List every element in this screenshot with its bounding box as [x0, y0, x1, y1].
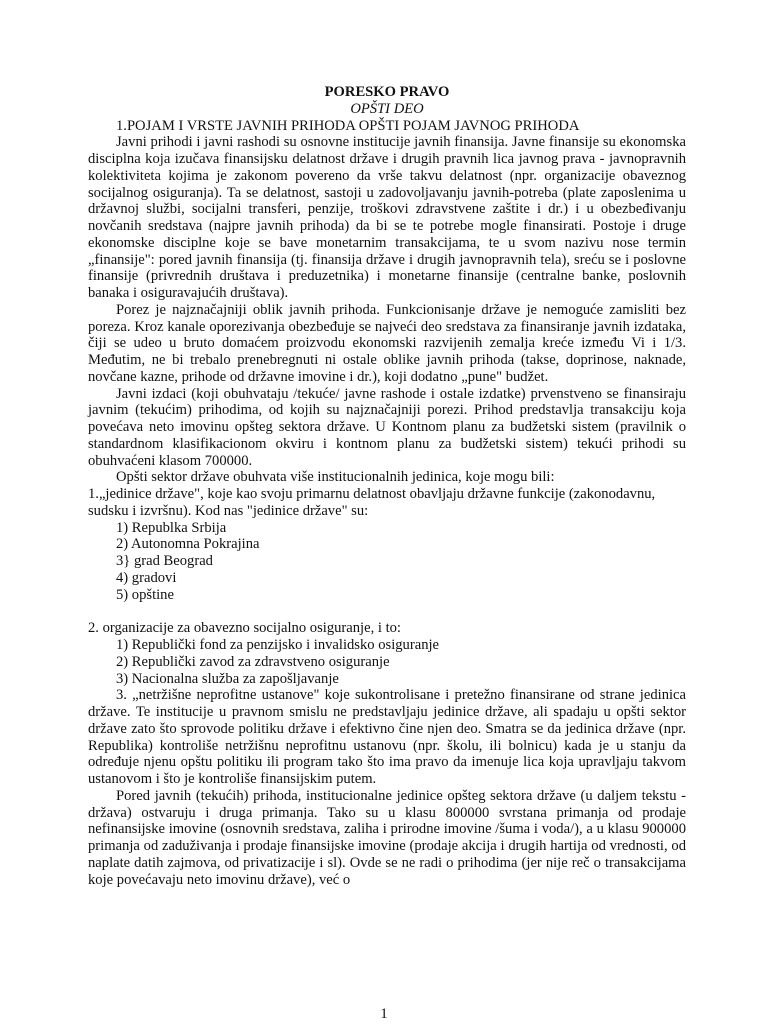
blank-line	[88, 603, 686, 620]
list-jedinice-drzave	[88, 520, 686, 604]
list-item: 1) Republka Srbija	[116, 519, 227, 536]
document-subtitle: OPŠTI DEO	[350, 100, 424, 117]
list-item: 3} grad Beograd	[116, 553, 213, 569]
paragraph-druga-primanja: Pored javnih (tekućih) prihoda, institucionalne jedinice opšteg sektora države (u daljem tekstu - država) ostvaruju i druga primanja. Tako su u klasu 800000 svrstana primanja od prodaje nefinansijske imovine (osnovnih sredstava, zaliha i prirodne imovine /šuma i voda/), a u klasu 900000 primanja od zaduživanja i prodaje finansijske imovine (prodaje akcija i drugih hartija od vrednosti, od naplate datih zajmova, od privatizacije i sl). Ovde se ne radi o prihodima (jer nije reč o transakcijama koje povećavaju neto imovinu države), već o	[88, 787, 686, 888]
paragraph-javne-finansije: Javni prihodi i javni rashodi su osnovne institucije javnih finansija. Javne finansije su ekonomska disciplna koja izučava finansijsku delatnost države i drugih pravnih lica javnog prava - javnopravnih kolektiviteta kojima je zakonom povereno da vrše takvu delatnost (npr. organizacije obaveznog socijalnog osiguranja). Ta se delatnost, sastoji u zadovoljavanju javnih-potreba (plate zaposlenima u državnoj službi, socijalni transferi, penzije, troškovi zdravstvene zaštite i dr.) i u obezbeđivanju novčanih sredstava (najpre javnih prihoda) da bi se te potrebe mogle finansirati. Postoje i druge ekonomske disciplne koje se bave monetarnim transakcijama, te u svom nazivu nose termin „finansije": pored javnih finansija (tj. finansija države i drugih javnopravnih tela), sreću se i poslovne finansije (privrednih društava i preduzetnika) i monetarne finansije (centralne banke, poslovnih banaka i osiguravajućih društava).	[88, 134, 686, 301]
list-item: 5) opštine	[116, 586, 174, 603]
paragraph-socijalno-osiguranje: 2. organizacije za obavezno socijalno osiguranje, i to:	[88, 620, 401, 637]
list-item: 2) Republički zavod za zdravstveno osiguranje	[116, 653, 390, 670]
page-number: 1	[380, 1006, 388, 1022]
list-socijalno-osiguranje	[88, 637, 686, 687]
paragraph-javni-izdaci: Javni izdaci (koji obuhvataju /tekuće/ javne rashode i ostale izdatke) prvenstveno se finansiraju javnim (tekućim) prihodima, od kojih su najznačajniji porezi. Prihod predstavlja transakciju koja povećava neto imovinu opšteg sektora države. U Kontnom planu za budžetski sistem (pravilnik o standardnom klasifikacionom okviru i kontnom planu za budžetski sistem) tekući prihodi su obuhvaćeni klasom 700000.	[88, 385, 686, 469]
document-page	[88, 84, 686, 888]
list-item: 2) Autonomna Pokrajina	[116, 536, 260, 553]
document-title: PORESKO PRAVO	[324, 84, 450, 100]
list-item: 3) Nacionalna služba za zapošljavanje	[116, 670, 339, 687]
paragraph-porez: Porez je najznačajniji oblik javnih prihoda. Funkcionisanje države je nemoguće zamisliti bez poreza. Kroz kanale oporezivanja obezbeđuje se najveći deo sredstava za finansiranje javnih izdataka, čiji se udeo u bruto domaćem proizvodu ekonomski razvijenih zemalja kreće između Vi i 1/3. Međutim, ne bi trebalo prenebregnuti ni ostale oblike javnih prihoda (takse, doprinose, naknade, novčane kazne, prihode od državne imovine i dr.), koji dodatno „pune" budžet.	[88, 301, 686, 385]
list-item: 1) Republički fond za penzijsko i invalidsko osiguranje	[116, 637, 440, 653]
paragraph-netrzisne-ustanove: 3. „netržišne neprofitne ustanove" koje sukontrolisane i pretežno finansirane od strane jedinica države. Te institucije u pravnom smislu ne predstavljaju jedinice države, ali spadaju u opšti sektor države zato što sprovode politiku države i efektivno čine njen deo. Smatra se da jedinica države (npr. Republika) kontroliše netržišnu neprofitnu ustanovu (npr. školu, ili bolnicu) kada je u stanju da određuje njenu opštu politiku ili program tako što ima pravo da imenuje lica koja upravljaju takvom ustanovom i što je kontroliše finansijskim putem.	[88, 687, 686, 787]
paragraph-jedinice-drzave: 1.„jedinice države", koje kao svoju primarnu delatnost obavljaju državne funkcije (zakonodavnu, sudsku i izvršnu). Kod nas "jedinice države" su:	[88, 486, 656, 519]
section-heading: 1.POJAM I VRSTE JAVNIH PRIHODA OPŠTI POJAM JAVNOG PRIHODA	[116, 117, 580, 134]
paragraph-opsti-sektor: Opšti sektor države obuhvata više institucionalnih jedinica, koje mogu bili:	[116, 469, 555, 486]
list-item: 4) gradovi	[116, 569, 177, 586]
